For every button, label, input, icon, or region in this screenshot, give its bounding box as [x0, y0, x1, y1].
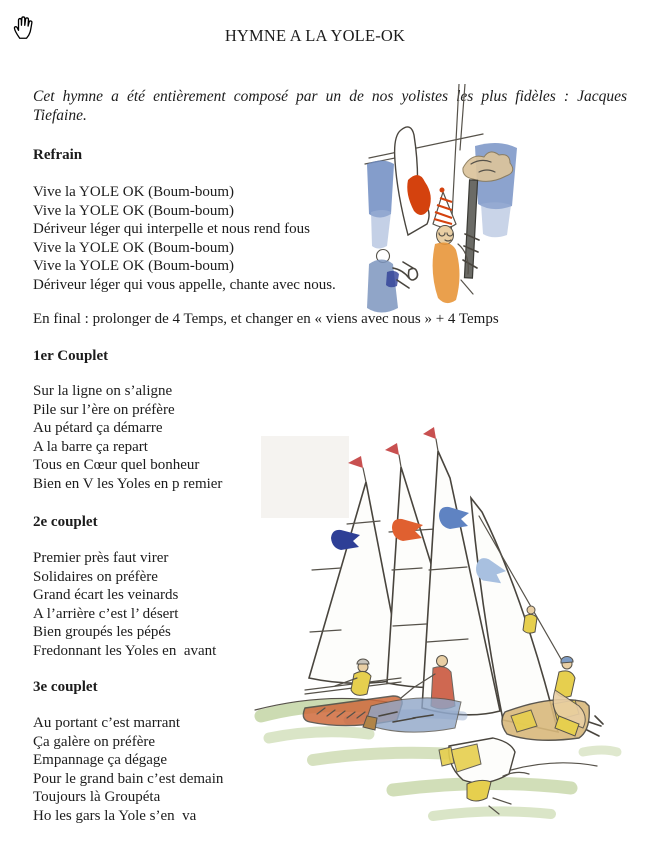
lyric-line: Ho les gars la Yole s’en va: [33, 807, 197, 824]
lyric-line: Pour le grand bain c’est demain: [33, 770, 224, 787]
mast-tip: [399, 455, 401, 467]
water-stroke-green: [269, 732, 369, 738]
lyric-line: Toujours là Groupéta: [33, 789, 161, 805]
lower-blue-figure: [367, 250, 418, 313]
couplet2-lines: [33, 549, 216, 660]
lyric-line: Grand écart les veinards: [33, 587, 179, 603]
sailboats-illustration: [253, 420, 625, 838]
refrain-lines: [33, 183, 336, 294]
lyric-line: Fredonnant les Yoles en avant: [33, 642, 217, 659]
red-pennant: [385, 443, 399, 455]
yellow-rudder: [467, 780, 491, 801]
couplet3-lines: [33, 714, 223, 825]
orange-scarf: [433, 242, 460, 303]
lyric-line: Solidaires on préfère: [33, 568, 158, 585]
lyric-line: A la barre ça repart: [33, 438, 148, 455]
faint-scan-shadow: [261, 436, 349, 518]
couplet1-lines: [33, 382, 222, 493]
cap-pompom: [440, 188, 445, 193]
lyric-line: Vive la YOLE OK (Boum-boum): [33, 258, 235, 274]
refrain-heading: Refrain: [33, 147, 83, 163]
water-stroke-green: [583, 750, 617, 752]
dark-pole: [463, 180, 479, 278]
hand-scribble: [409, 268, 418, 280]
yellow-vest: [351, 671, 371, 695]
blue-wash-right-light: [481, 202, 511, 237]
lyric-line: Empannage ça dégage: [33, 752, 168, 768]
couplet3-stanza: [33, 678, 98, 697]
page-title: HYMNE A LA YOLE-OK: [224, 26, 406, 45]
flag-figure-svg: [363, 84, 525, 316]
sailor-head: [437, 656, 448, 667]
pencil-stroke: [369, 134, 483, 158]
water-stroke-green: [433, 811, 551, 816]
lyric-line: Vive la YOLE OK (Boum-boum): [33, 184, 235, 200]
couplet2-heading: 2e couplet: [33, 514, 98, 530]
mast-tip: [363, 468, 366, 482]
couplet1-heading: 1er Couplet: [33, 348, 109, 364]
refrain-stanza: [33, 146, 82, 165]
lyric-line: Bien en V les Yoles en p remier: [33, 475, 223, 492]
red-pennant: [423, 427, 436, 439]
lyric-line: Au pétard ça démarre: [33, 420, 163, 436]
lyric-line: Vive la YOLE OK (Boum-boum): [33, 202, 235, 219]
final-note: En final : prolonger de 4 Temps, et changer en « viens avec nous » + 4 Temps: [33, 311, 499, 327]
intro-paragraph: [33, 87, 627, 125]
white-flag: [395, 127, 431, 235]
navy-patch: [386, 271, 399, 287]
lyric-line: Pile sur l’ère on préfère: [33, 401, 175, 418]
pole: [464, 180, 477, 278]
lyric-line: Dériveur léger qui interpelle et nous rend fous: [33, 221, 310, 237]
sailboats-svg: [253, 420, 625, 838]
crew-vest: [523, 614, 537, 633]
couplet2-stanza: [33, 513, 98, 532]
lyric-line: Bien groupés les pépés: [33, 624, 171, 640]
flag-figure-illustration: [363, 84, 525, 316]
lyric-line: Tous en Cœur quel bonheur: [33, 457, 200, 473]
lyric-line: Sur la ligne on s’aligne: [33, 383, 173, 399]
lyric-line: Dériveur léger qui vous appelle, chante avec nous.: [33, 276, 336, 293]
sail-insignia-blue: [439, 507, 469, 529]
pencil-stroke: [460, 84, 465, 150]
intro-line-2: Tiefaine.: [33, 107, 87, 124]
lyric-line: Au portant c’est marrant: [33, 715, 181, 731]
couplet3-heading: 3e couplet: [33, 679, 98, 695]
waterline-pencil: [511, 763, 597, 770]
lyric-line: Vive la YOLE OK (Boum-boum): [33, 239, 235, 256]
red-pennant: [348, 456, 363, 468]
intro-line-1: Cet hymne a été entièrement composé par un de nos yolistes les plus fidèles : Jacques: [33, 88, 627, 105]
yellow-board-small: [439, 747, 454, 766]
lyric-line: Premier près faut virer: [33, 550, 169, 566]
crew-head: [527, 606, 535, 614]
blue-wash-left: [367, 161, 394, 218]
lyric-line: Ça galère on préfère: [33, 733, 156, 750]
blue-cap: [561, 656, 573, 663]
blue-wash-left-light: [371, 210, 391, 249]
rudder-group: [439, 738, 529, 814]
lyric-line: A l’arrière c’est l’ désert: [33, 605, 179, 622]
couplet1-stanza: [33, 347, 108, 366]
mast-tip: [436, 439, 438, 451]
